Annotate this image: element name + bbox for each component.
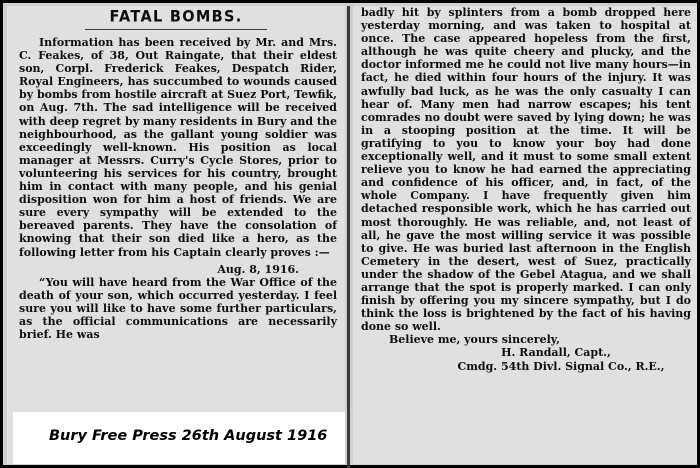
right-column <box>353 6 697 464</box>
article-paragraph: Information has been received by Mr. and Mrs. C. Feakes, of 38, Out Raingate, that their eldest son, Corpl. Frederick Feakes, Despatch Rider, Royal Engineers, has succumbed to wounds caused by bombs from hostile aircraft at Suez Port, Tewfik, on Aug. 7th. The sad intelligence will be received with deep regret by many residents in Bury and the neighbourhood, as the gallant young soldier was exceedingly well-known. His position as local manager at Messrs. Curry's Cycle Stores, prior to volunteering his services for his country, brought him in contact with many people, and his genial disposition won for him a host of friends. We are sure every sympathy will be extended to the bereaved parents. They have the consolation of knowing that their son died like a hero, as the following letter from his Captain clearly proves :— <box>19 36 337 259</box>
left-column <box>7 6 345 464</box>
letter-date: Aug. 8, 1916. <box>217 262 299 276</box>
signature-name: H. Randall, Capt., <box>501 346 611 360</box>
letter-sign-off: Believe me, yours sincerely, <box>389 333 560 347</box>
letter-opening: “You will have heard from the War Office of the death of your son, which occurred yesterday. I feel sure you will like to have some further particulars, as the official communications are necessarily brief. He was <box>19 275 337 342</box>
caption-box <box>13 412 345 464</box>
letter-continuation: badly hit by splinters from a bomb dropped here yesterday morning, and was taken to hospital at once. The case appeared hopeless from the first, although he was quite cheery and plucky, and the doctor informed me he could not live many hours—in fact, he died within four hours of the injury. It was awfully bad luck, as he was the only casualty I can hear of. Many men had narrow escapes; his tent comrades no doubt were saved by lying down; he was in a stooping position at the time. It will be gratifying to you to know your boy had done exceptionally well, and it must to some small extent relieve you to know he had earned the appreciating and confidence of his officer, and, in fact, of the whole Company. I have frequently given him detached responsible work, which he has carried out most thoroughly. He was reliable, and, not least of all, he gave the most willing service it was possible to give. He was buried last afternoon in the English Cemetery in the desert, west of Suez, practically under the shadow of the Gebel Atagua, and we shall arrange that the spot is properly marked. I can only finish by offering you my sincere sympathy, but I do think the loss is brightened by the fact of his having done so well. <box>361 6 691 334</box>
headline-rule <box>85 29 267 30</box>
headline: FATAL BOMBS. <box>109 8 243 26</box>
signature-unit: Cmdg. 54th Divl. Signal Co., R.E., <box>457 359 665 373</box>
source-caption: Bury Free Press 26th August 1916 <box>49 428 328 444</box>
left-column-text <box>7 36 345 341</box>
right-column-text <box>353 6 697 373</box>
column-divider <box>347 6 350 468</box>
